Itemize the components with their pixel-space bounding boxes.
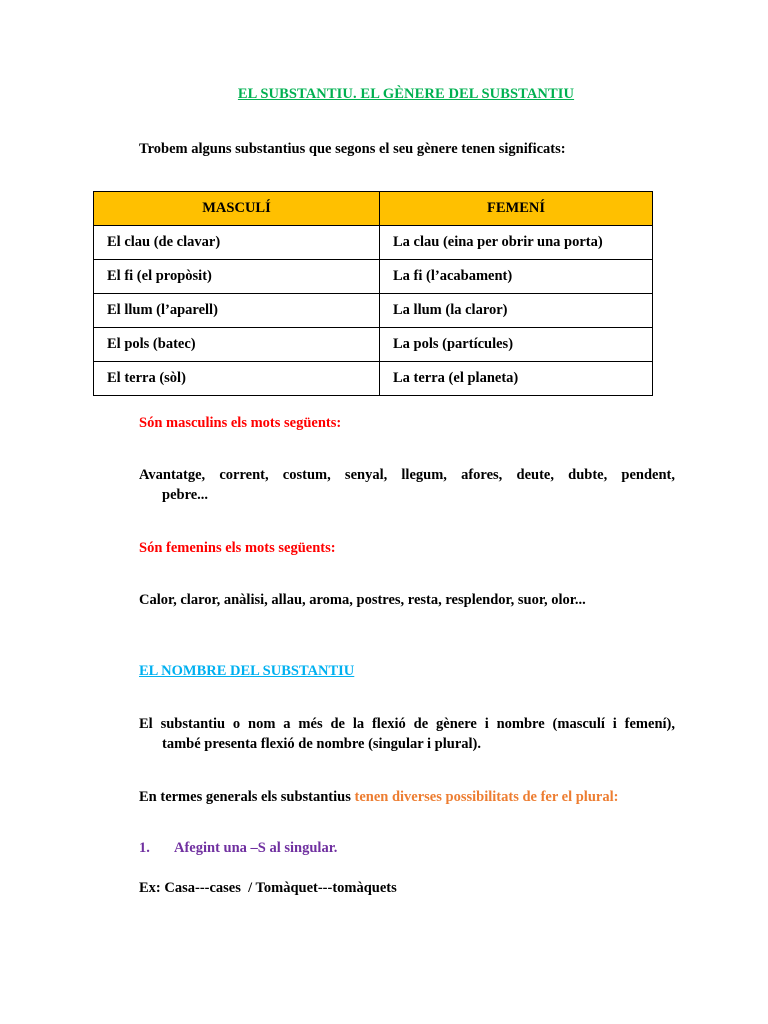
gender-meaning-table	[93, 191, 653, 396]
table-cell-femeni: La fi (l’acabament)	[380, 260, 653, 294]
table-cell-masculi: El fi (el propòsit)	[94, 260, 380, 294]
plural-intro	[139, 787, 675, 807]
masculins-list-line2: pebre...	[162, 487, 209, 503]
masculins-list-line1: Avantatge, corrent, costum, senyal, llegum, afores, deute, dubte, pendent,	[139, 467, 675, 483]
list-item-1-text: Afegint una –S al singular.	[174, 840, 338, 856]
table-row	[94, 260, 653, 294]
table-row	[94, 226, 653, 260]
list-item-1	[139, 838, 675, 858]
example-line: Ex: Casa---cases / Tomàquet---tomàquets	[139, 880, 397, 896]
table-row	[94, 328, 653, 362]
femenins-list: Calor, claror, anàlisi, allau, aroma, postres, resta, resplendor, suor, olor...	[139, 592, 586, 608]
table-cell-femeni: La terra (el planeta)	[380, 362, 653, 396]
masculins-heading: Són masculins els mots següents:	[139, 415, 342, 431]
nombre-heading: EL NOMBRE DEL SUBSTANTIU	[139, 663, 355, 679]
masculins-list	[139, 465, 675, 505]
table-row	[94, 362, 653, 396]
table-cell-masculi: El llum (l’aparell)	[94, 294, 380, 328]
nombre-line1: El substantiu o nom a més de la flexió de gènere i nombre (masculí i femení),	[139, 716, 675, 732]
table-header-row	[94, 192, 653, 226]
plural-intro-orange: tenen diverses possibilitats de fer el plural:	[354, 789, 619, 805]
header-masculi: MASCULÍ	[94, 192, 380, 226]
table-cell-femeni: La clau (eina per obrir una porta)	[380, 226, 653, 260]
table-cell-femeni: La llum (la claror)	[380, 294, 653, 328]
nombre-paragraph	[139, 714, 675, 754]
page-title: EL SUBSTANTIU. EL GÈNERE DEL SUBSTANTIU	[237, 86, 575, 102]
femenins-heading: Són femenins els mots següents:	[139, 540, 336, 556]
table-row	[94, 294, 653, 328]
list-item-1-number: 1.	[139, 840, 150, 856]
table-cell-masculi: El pols (batec)	[94, 328, 380, 362]
header-femeni: FEMENÍ	[380, 192, 653, 226]
table-cell-masculi: El clau (de clavar)	[94, 226, 380, 260]
table-cell-masculi: El terra (sòl)	[94, 362, 380, 396]
plural-intro-black: En termes generals els substantius	[139, 789, 355, 805]
nombre-line2: també presenta flexió de nombre (singular i plural).	[162, 736, 481, 752]
intro-paragraph: Trobem alguns substantius que segons el seu gènere tenen significats:	[139, 141, 566, 157]
table-cell-femeni: La pols (partícules)	[380, 328, 653, 362]
